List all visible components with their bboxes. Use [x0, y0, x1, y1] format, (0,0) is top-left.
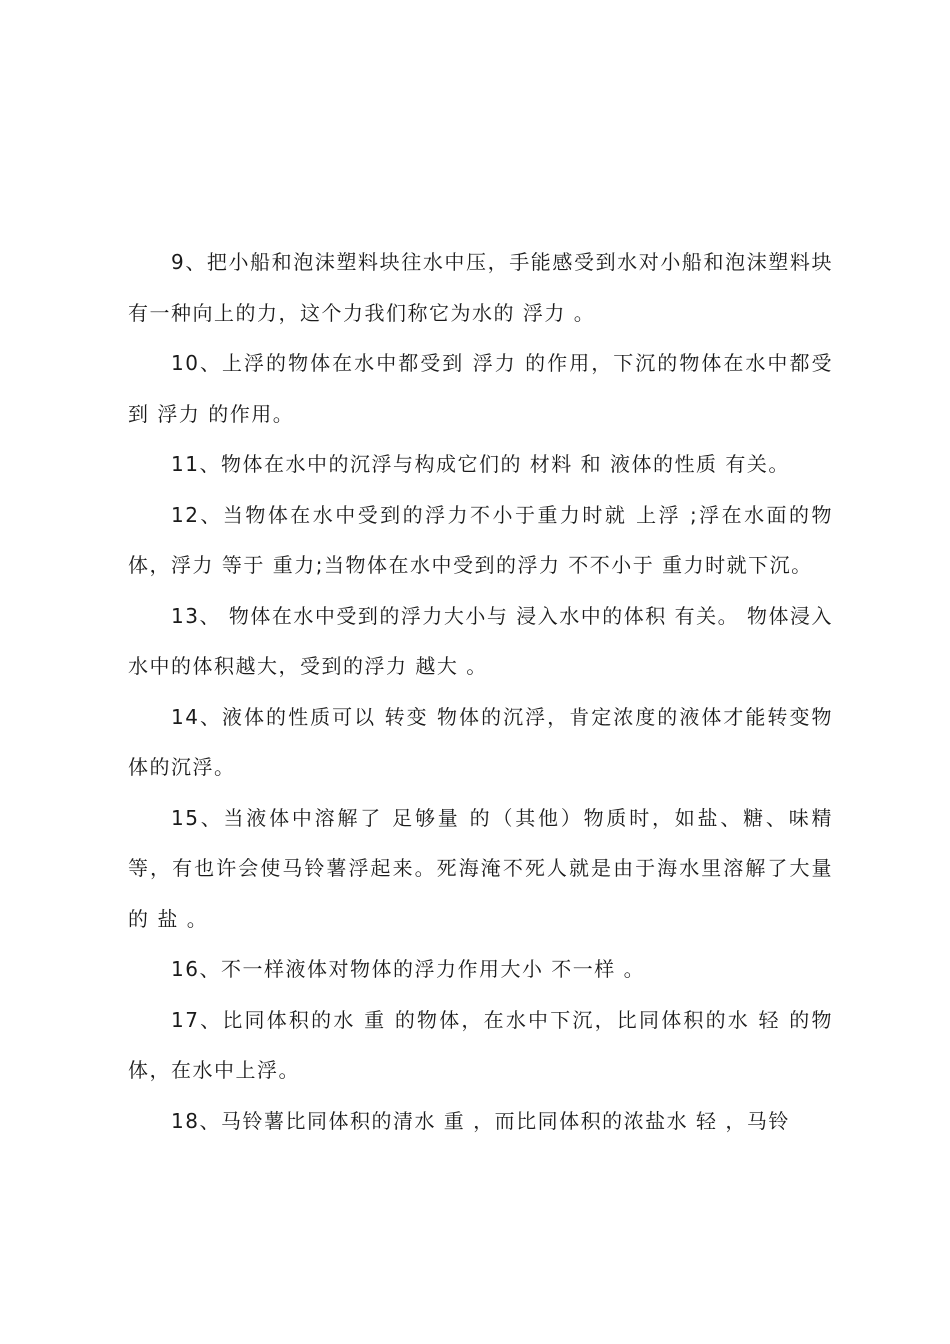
paragraph-16: 16、不一样液体对物体的浮力作用大小 不一样 。 [171, 957, 646, 981]
paragraph-17: 17、比同体积的水 重 的物体，在水中下沉，比同体积的水 轻 的物体，在水中上浮。 [128, 1007, 833, 1082]
paragraph-15: 15、当液体中溶解了 足够量 的（其他）物质时，如盐、糖、味精等，有也许会使马铃薯浮起来。死海淹不死人就是由于海水里溶解了大量的 盐 。 [128, 805, 833, 931]
document-body [128, 237, 833, 1146]
paragraph-12: 12、当物体在水中受到的浮力不小于重力时就 上浮 ;浮在水面的物体，浮力 等于 重力;当物体在水中受到的浮力 不不小于 重力时就下沉。 [128, 502, 833, 577]
paragraph-9: 9、把小船和泡沫塑料块往水中压，手能感受到水对小船和泡沫塑料块有一种向上的力，这个力我们称它为水的 浮力 。 [128, 250, 833, 325]
paragraph-10: 10、上浮的物体在水中都受到 浮力 的作用，下沉的物体在水中都受到 浮力 的作用。 [128, 351, 833, 426]
paragraph-18: 18、马铃薯比同体积的清水 重 ，而比同体积的浓盐水 轻 ，马铃 [171, 1108, 790, 1133]
paragraph-13: 13、 物体在水中受到的浮力大小与 浸入水中的体积 有关。 物体浸入水中的体积越大，受到的浮力 越大 。 [128, 603, 833, 678]
paragraph-11: 11、物体在水中的沉浮与构成它们的 材料 和 液体的性质 有关。 [171, 452, 790, 476]
paragraph-14: 14、液体的性质可以 转变 物体的沉浮，肯定浓度的液体才能转变物体的沉浮。 [128, 704, 833, 779]
